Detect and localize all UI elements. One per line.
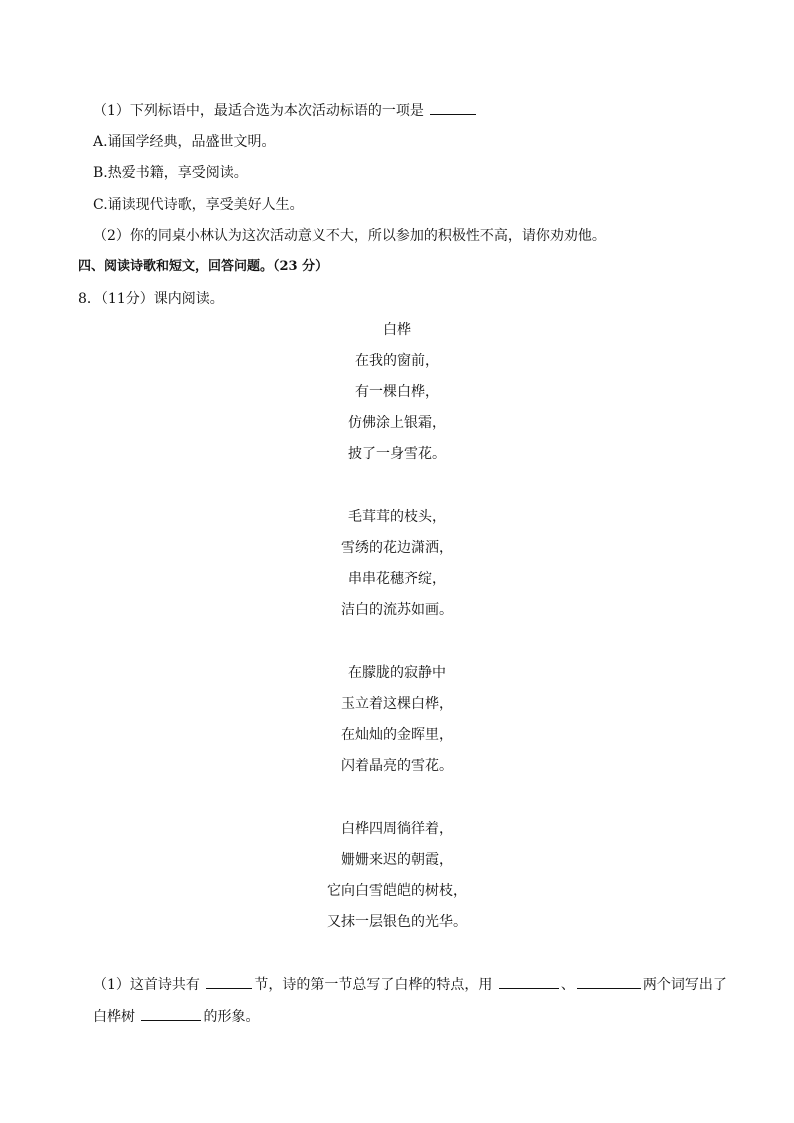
poem-line: 毛茸茸的枝头， <box>348 509 446 525</box>
q8-sub1-text: 白桦树 <box>93 1009 135 1025</box>
question-label: 8．（11分）课内阅读。 <box>78 291 224 307</box>
poem-line: 玉立着这棵白桦， <box>341 696 453 712</box>
poem-line: 有一棵白桦， <box>355 384 439 400</box>
q7-sub2: （2）你的同桌小林认为这次活动意义不大，所以参加的积极性不高，请你劝劝他。 <box>93 228 606 244</box>
q7-sub1 <box>93 100 478 121</box>
q8-sub1-text: 两个词写出了 <box>642 977 727 993</box>
poem-line: 披了一身雪花。 <box>348 446 446 462</box>
answer-blank[interactable] <box>141 1006 201 1021</box>
poem-line: 它向白雪皑皑的树枝， <box>327 883 467 899</box>
poem-line: 又抹一层银色的光华。 <box>327 914 467 930</box>
answer-blank[interactable] <box>206 974 252 989</box>
option-c: C.诵读现代诗歌，享受美好人生。 <box>93 197 304 213</box>
q8-sub1-text: 节，诗的第一节总写了白桦的特点，用 <box>254 977 493 993</box>
poem-line: 姗姗来迟的朝霞， <box>341 852 453 868</box>
poem-line: 在朦胧的寂静中 <box>348 665 446 681</box>
poem-line: 闪着晶亮的雪花。 <box>341 758 453 774</box>
q8-sub1-text: 的形象。 <box>203 1009 260 1025</box>
q7-sub1-text: （1）下列标语中，最适合选为本次活动标语的一项是 <box>93 103 424 119</box>
answer-blank[interactable] <box>577 974 641 989</box>
poem-line: 仿佛涂上银霜， <box>348 415 446 431</box>
poem-line: 在灿灿的金晖里， <box>341 727 453 743</box>
q8-sub1-line2 <box>93 1006 259 1027</box>
poem-line: 在我的窗前， <box>355 353 439 369</box>
answer-blank[interactable] <box>499 974 559 989</box>
poem-line: 白桦四周徜徉着， <box>341 821 453 837</box>
answer-blank[interactable] <box>430 100 476 115</box>
option-b: B.热爱书籍，享受阅读。 <box>93 165 248 181</box>
poem-line: 雪绣的花边潇洒， <box>341 540 453 556</box>
poem-line: 洁白的流苏如画。 <box>341 602 453 618</box>
option-a: A.诵国学经典，品盛世文明。 <box>93 134 276 150</box>
section-heading: 四、阅读诗歌和短文，回答问题。（23 分） <box>78 259 329 274</box>
q8-sub1-text: （1）这首诗共有 <box>93 977 200 993</box>
q8-sub1-text: 、 <box>560 977 575 993</box>
q8-sub1-line1 <box>93 974 727 995</box>
poem-line: 串串花穗齐绽， <box>348 571 446 587</box>
poem-title: 白桦 <box>383 322 411 338</box>
